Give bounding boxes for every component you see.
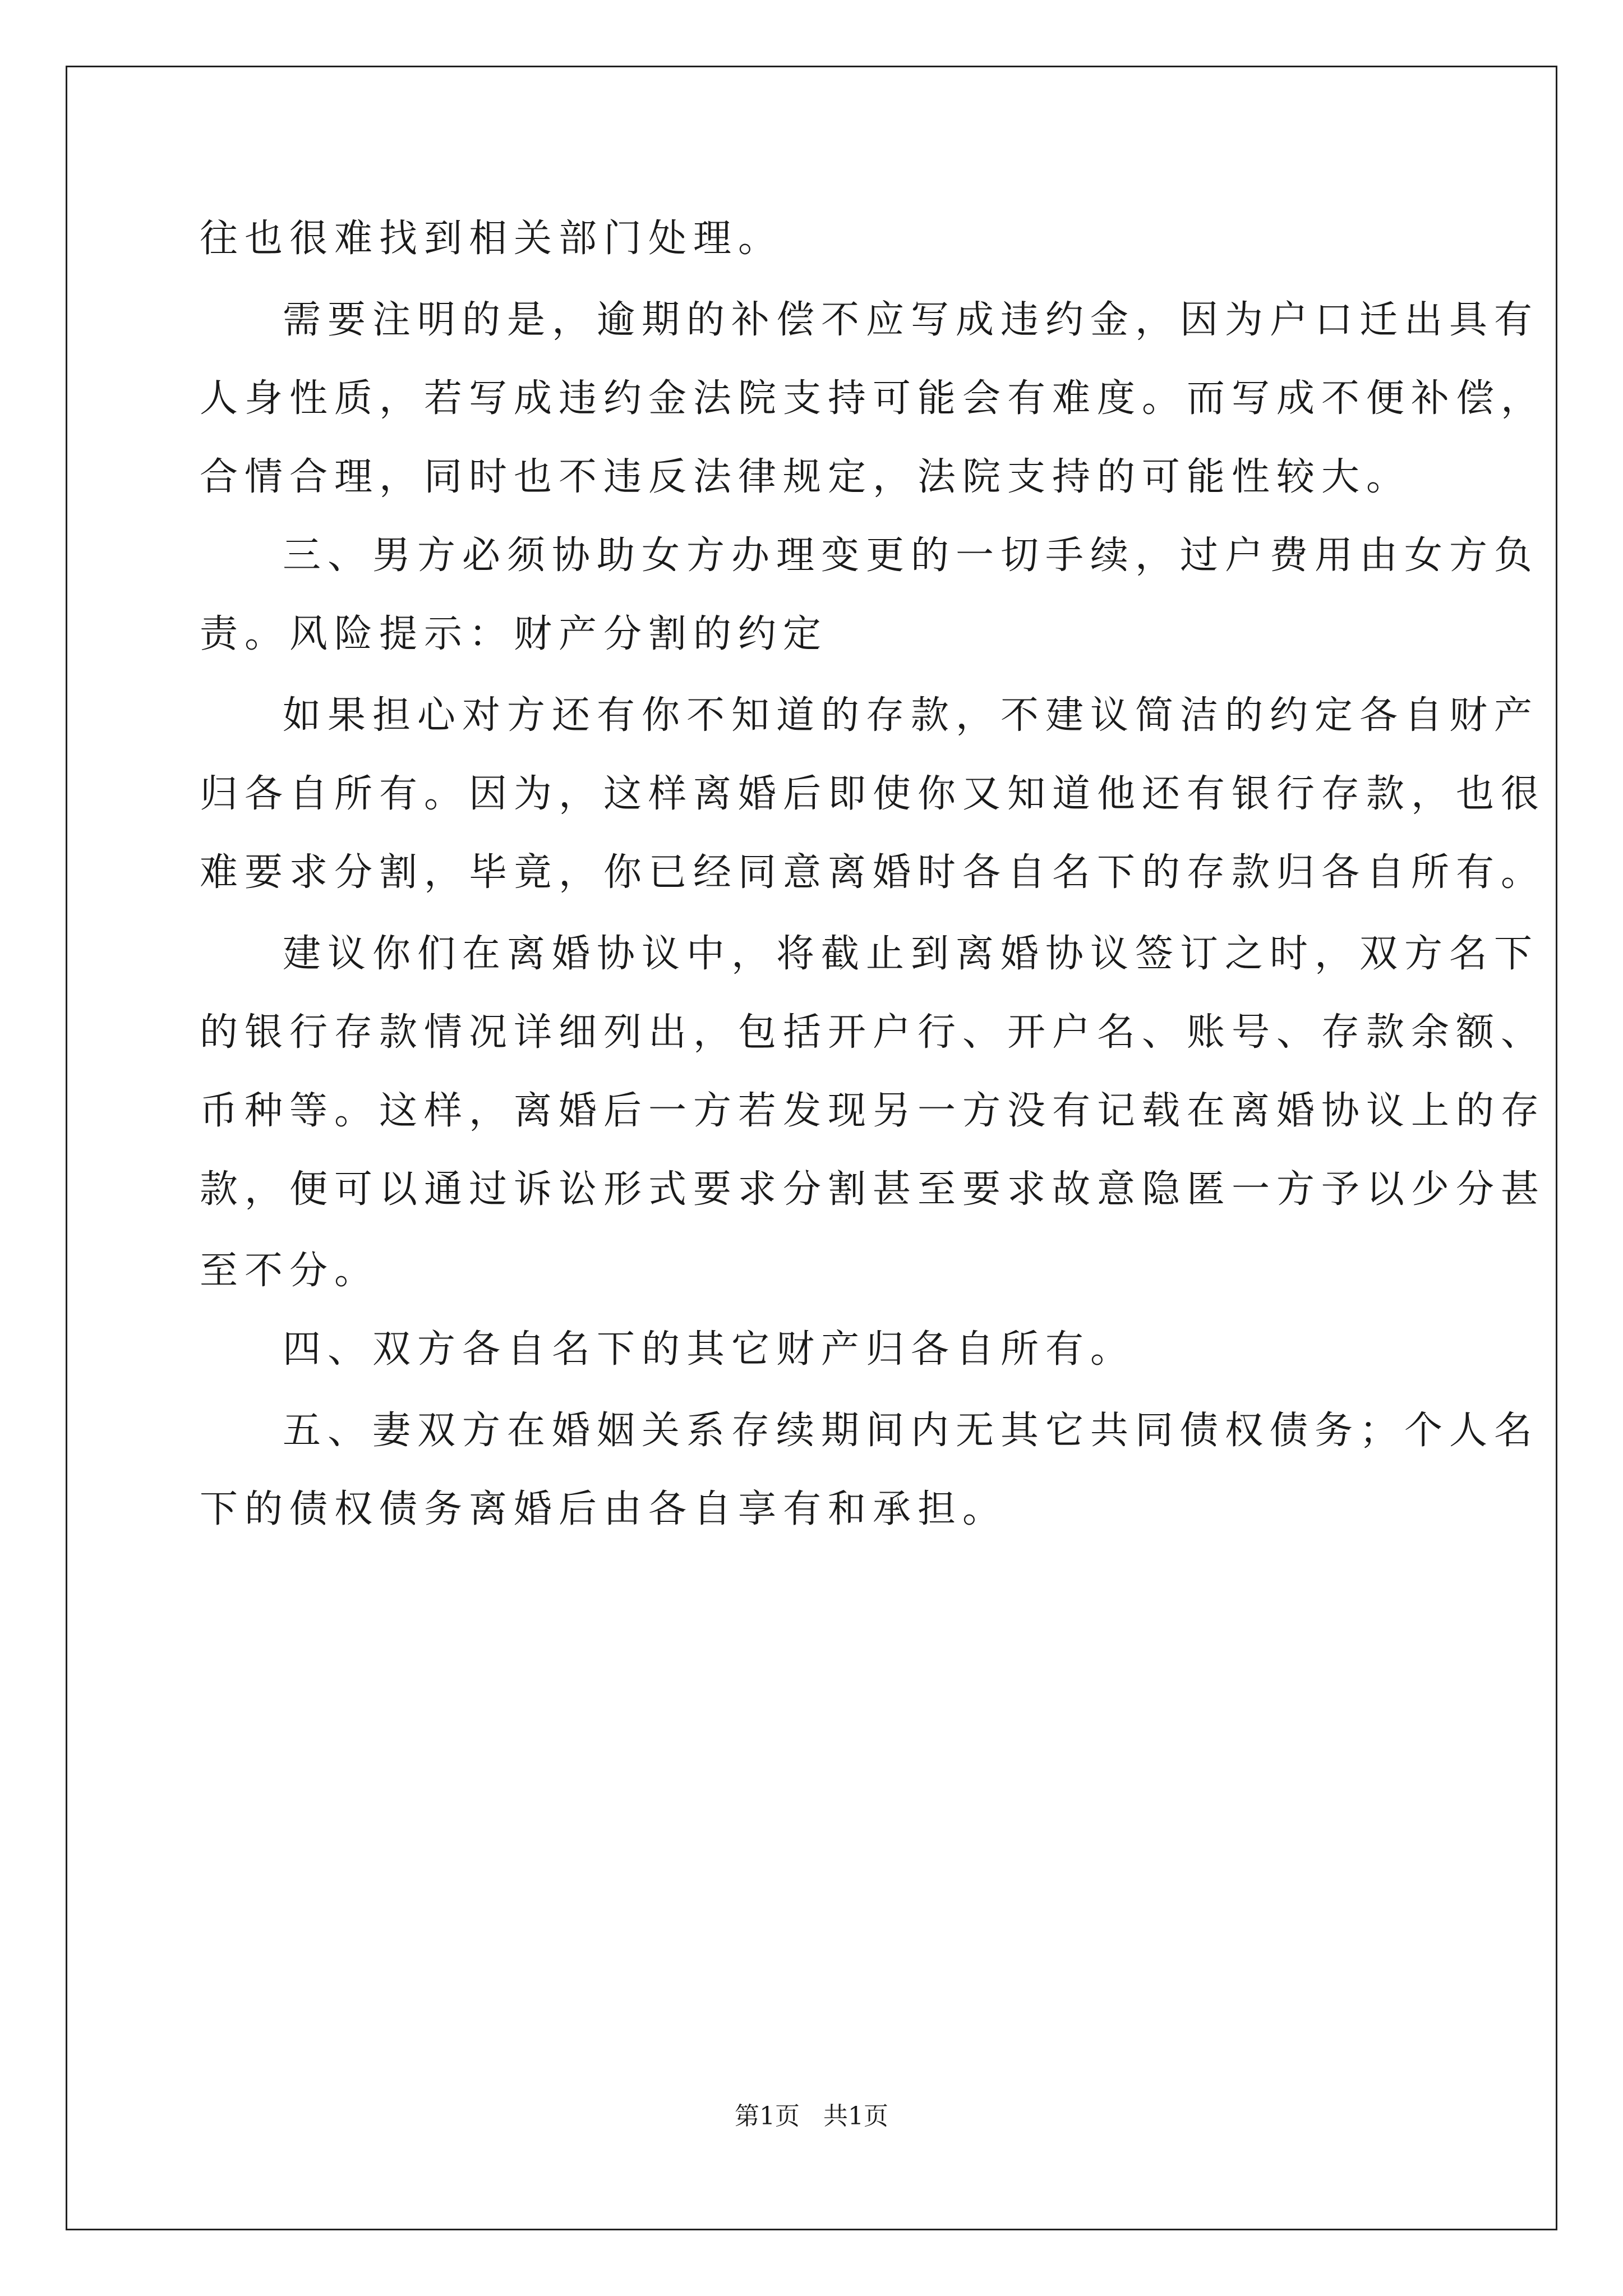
paragraph-start-line: 四、双方各自名下的其它财产归各自所有。 (283, 1327, 1136, 1372)
text-line: 币种等。这样，离婚后一方若发现另一方没有记载在离婚协议上的存 (200, 1089, 1546, 1133)
text-line: 合情合理，同时也不违反法律规定，法院支持的可能性较大。 (200, 455, 1412, 499)
paragraph-start-line: 需要注明的是，逾期的补偿不应写成违约金，因为户口迁出具有 (283, 298, 1539, 342)
text-line: 人身性质，若写成违约金法院支持可能会有难度。而写成不便补偿， (200, 376, 1546, 421)
text-line: 难要求分割，毕竟，你已经同意离婚时各自名下的存款归各自所有。 (200, 850, 1546, 895)
page-number-footer: 第1页 共1页 (735, 2102, 888, 2131)
text-line: 往也很难找到相关部门处理。 (200, 217, 783, 261)
text-line: 至不分。 (200, 1249, 380, 1293)
paragraph-start-line: 建议你们在离婚协议中，将截止到离婚协议签订之时，双方名下 (283, 932, 1539, 976)
paragraph-start-line: 如果担心对方还有你不知道的存款，不建议简洁的约定各自财产 (283, 693, 1539, 738)
paragraph-start-line: 三、男方必须协助女方办理变更的一切手续，过户费用由女方负 (283, 533, 1539, 578)
paragraph-start-line: 五、妻双方在婚姻关系存续期间内无其它共同债权债务；个人名 (283, 1409, 1539, 1453)
text-line: 下的债权债务离婚后由各自享有和承担。 (200, 1487, 1008, 1531)
text-line: 的银行存款情况详细列出，包括开户行、开户名、账号、存款余额、 (200, 1010, 1546, 1055)
text-line: 款，便可以通过诉讼形式要求分割甚至要求故意隐匿一方予以少分甚 (200, 1167, 1546, 1212)
text-line: 归各自所有。因为，这样离婚后即使你又知道他还有银行存款，也很 (200, 772, 1546, 816)
text-line: 责。风险提示：财产分割的约定 (200, 612, 828, 656)
